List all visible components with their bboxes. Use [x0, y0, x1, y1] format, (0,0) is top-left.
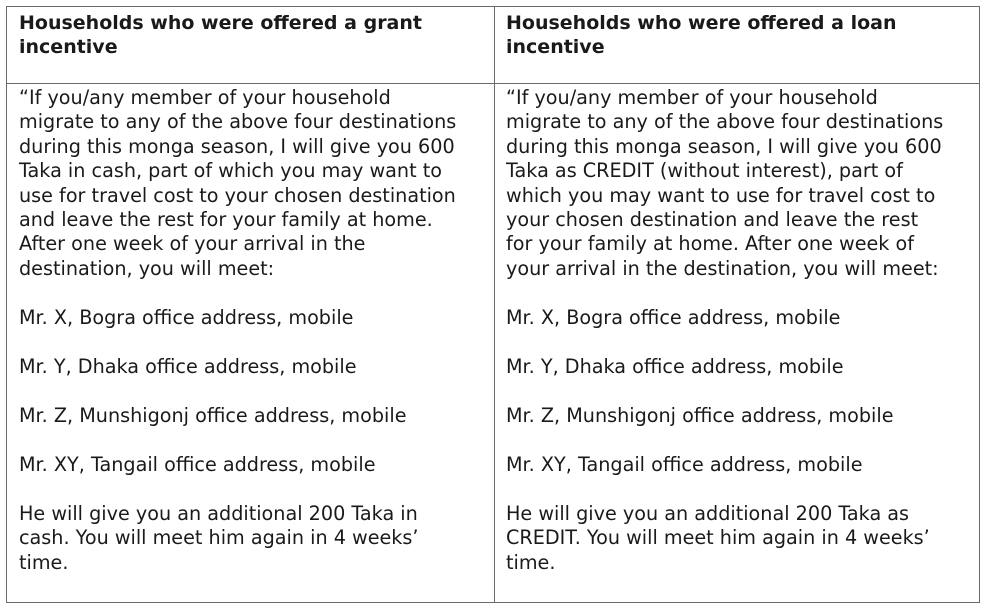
- loan-header: Households who were offered a loan incentive: [506, 12, 897, 58]
- grant-closing-line: time.: [19, 550, 69, 574]
- loan-closing-line: time.: [506, 550, 556, 574]
- grant-intro-line: migrate to any of the above four destinations: [19, 110, 457, 134]
- grant-closing-line: cash. You will meet him again in 4 weeks’: [19, 526, 419, 550]
- grant-contact-dhaka: Mr. Y, Dhaka office address, mobile: [19, 354, 357, 378]
- grant-closing-line: He will give you an additional 200 Taka in: [19, 501, 418, 525]
- grant-intro-line: After one week of your arrival in the: [19, 232, 366, 256]
- loan-contact-dhaka: Mr. Y, Dhaka office address, mobile: [506, 354, 844, 378]
- grant-intro-line: “If you/any member of your household: [19, 86, 391, 109]
- loan-intro-line: for your family at home. After one week of: [506, 232, 915, 256]
- grant-intro: [19, 86, 489, 281]
- loan-contact-munshigonj: Mr. Z, Munshigonj office address, mobile: [506, 403, 894, 427]
- loan-intro-line: which you may want to use for travel cost to: [506, 183, 936, 207]
- grant-contact-bogra: Mr. X, Bogra office address, mobile: [19, 305, 354, 329]
- grant-contact-tangail: Mr. XY, Tangail office address, mobile: [19, 452, 376, 476]
- loan-closing-line: He will give you an additional 200 Taka as: [506, 501, 910, 525]
- grant-header: Households who were offered a grant incentive: [19, 12, 422, 58]
- loan-intro-line: during this monga season, I will give you 600: [506, 134, 942, 158]
- grant-contact-munshigonj: Mr. Z, Munshigonj office address, mobile: [19, 403, 407, 427]
- column-divider: [494, 7, 495, 602]
- grant-intro-line: destination, you will meet:: [19, 256, 275, 280]
- incentive-table: [6, 6, 980, 603]
- loan-intro-line: your chosen destination and leave the rest: [506, 208, 919, 232]
- grant-closing: [19, 502, 489, 575]
- loan-intro-line: your arrival in the destination, you will meet:: [506, 256, 939, 280]
- loan-cell: [506, 86, 976, 575]
- loan-intro: [506, 86, 976, 281]
- header-divider: [7, 83, 979, 84]
- loan-intro-line: “If you/any member of your household: [506, 86, 878, 109]
- loan-contact-tangail: Mr. XY, Tangail office address, mobile: [506, 452, 863, 476]
- loan-intro-line: migrate to any of the above four destinations: [506, 110, 944, 134]
- grant-intro-line: during this monga season, I will give you 600: [19, 134, 455, 158]
- grant-cell: [19, 86, 489, 575]
- loan-closing: [506, 502, 976, 575]
- loan-intro-line: Taka as CREDIT (without interest), part of: [506, 159, 903, 183]
- grant-intro-line: Taka in cash, part of which you may want to: [19, 159, 442, 183]
- grant-intro-line: use for travel cost to your chosen destination: [19, 183, 456, 207]
- loan-contact-bogra: Mr. X, Bogra office address, mobile: [506, 305, 841, 329]
- grant-intro-line: and leave the rest for your family at home.: [19, 208, 433, 232]
- loan-closing-line: CREDIT. You will meet him again in 4 weeks’: [506, 526, 930, 550]
